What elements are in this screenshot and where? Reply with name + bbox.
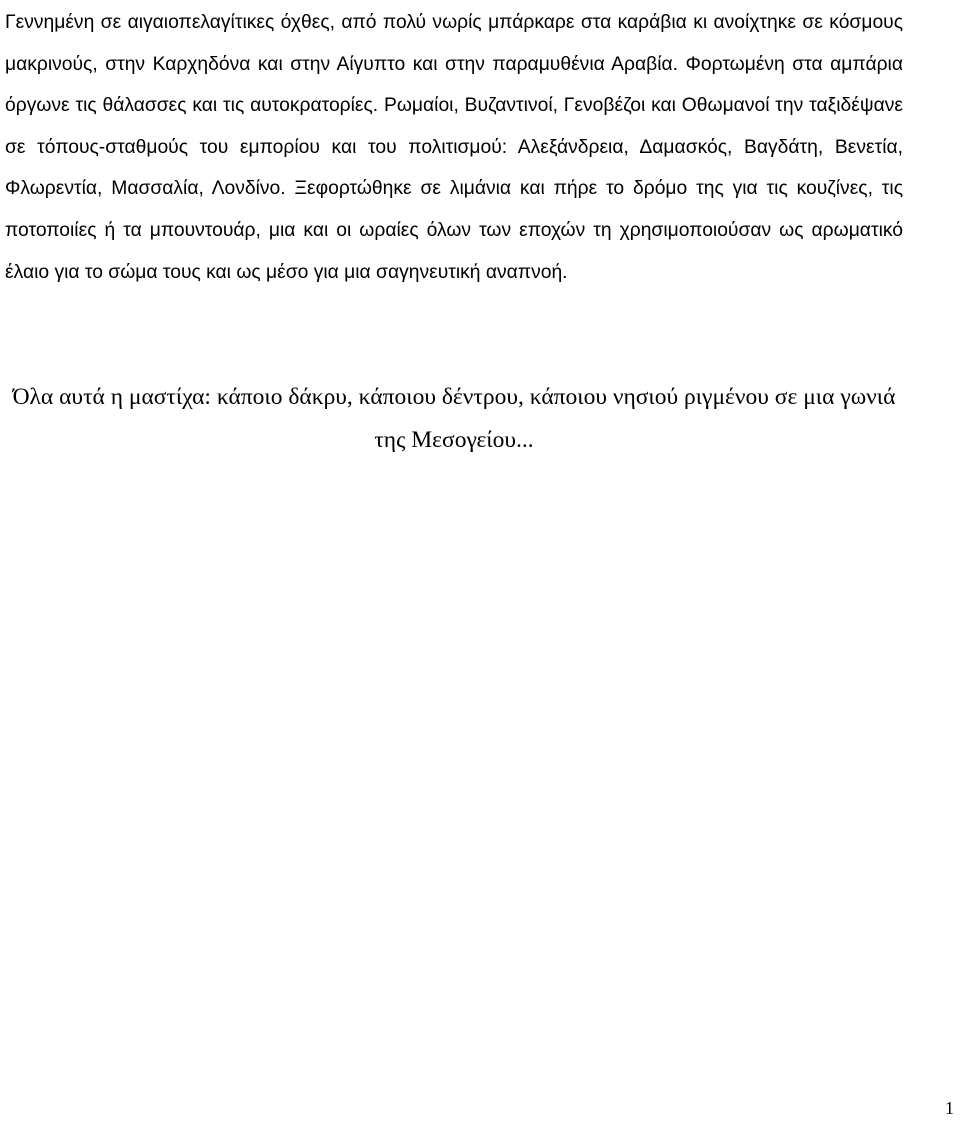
- page-number: 1: [945, 1098, 954, 1118]
- body-paragraph: Γεννημένη σε αιγαιοπελαγίτικες όχθες, από πολύ νωρίς μπάρκαρε στα καράβια κι ανοίχτηκε σε κόσμους μακρινούς, στην Καρχηδόνα και στην Αίγυπτο και στην παραμυθένια Αραβία. Φορτωμένη στα αμπάρια όργωνε τις θάλασσες και τις αυτοκρατορίες. Ρωμαίοι, Βυζαντινοί, Γενοβέζοι και Οθωμανοί την ταξιδέψανε σε τόπους-σταθμούς του εμπορίου και του πολιτισμού: Αλεξάνδρεια, Δαμασκός, Βαγδάτη, Βενετία, Φλωρεντία, Μασσαλία, Λονδίνο. Ξεφορτώθηκε σε λιμάνια και πήρε το δρόμο της για τις κουζίνες, τις ποτοποιίες ή τα μπουντουάρ, μια και οι ωραίες όλων των εποχών τη χρησιμοποιούσαν ως αρωματικό έλαιο για το σώμα τους και ως μέσο για μια σαγηνευτική αναπνοή.: [5, 12, 903, 283]
- closing-paragraph: Όλα αυτά η μαστίχα: κάποιο δάκρυ, κάποιου δέντρου, κάποιου νησιού ριγμένου σε μια γωνιά της Μεσογείου...: [12, 384, 896, 453]
